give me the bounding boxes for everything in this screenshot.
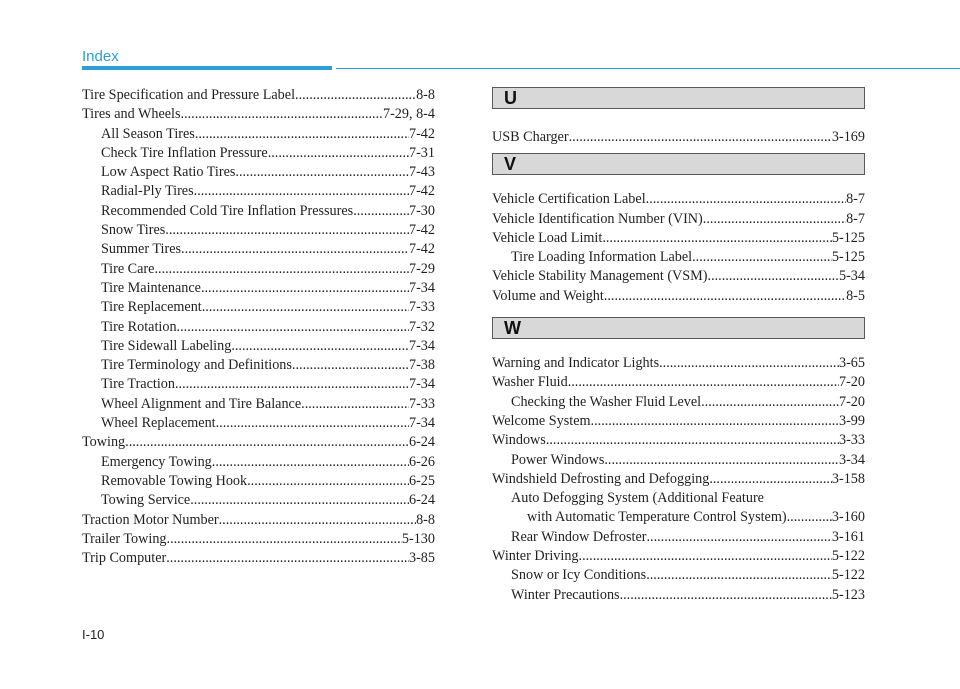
index-subentry[interactable]: Tire Loading Information Label ..... 5-125 <box>492 248 865 267</box>
index-entry[interactable]: Welcome System ..... 3-99 <box>492 412 865 431</box>
index-subentry[interactable]: Tire Terminology and Definitions ..... 7-38 <box>82 356 435 375</box>
index-subentry[interactable]: Emergency Towing ..... 6-26 <box>82 453 435 472</box>
index-subentry[interactable]: Summer Tires ..... 7-42 <box>82 240 435 259</box>
index-subentry[interactable]: Removable Towing Hook ..... 6-25 <box>82 472 435 491</box>
index-subentry[interactable]: Tire Care ..... 7-29 <box>82 260 435 279</box>
index-subentry[interactable]: Wheel Replacement ..... 7-34 <box>82 414 435 433</box>
index-entry[interactable]: Traction Motor Number ..... 8-8 <box>82 511 435 530</box>
page-number: I-10 <box>82 627 105 642</box>
index-subentry[interactable]: Tire Replacement ..... 7-33 <box>82 298 435 317</box>
index-entry[interactable]: Windows ..... 3-33 <box>492 431 865 450</box>
header-rule <box>336 68 960 69</box>
index-subentry[interactable]: Wheel Alignment and Tire Balance ..... 7-33 <box>82 395 435 414</box>
index-entry[interactable]: Tires and Wheels ..... 7-29, 8-4 <box>82 105 435 124</box>
index-entry[interactable]: USB Charger ..... 3-169 <box>492 128 865 147</box>
index-entry[interactable]: Trip Computer ..... 3-85 <box>82 549 435 568</box>
index-subentry[interactable]: Power Windows ..... 3-34 <box>492 451 865 470</box>
index-subentry[interactable]: Winter Precautions ..... 5-123 <box>492 586 865 605</box>
left-index-column <box>82 86 435 568</box>
index-subentry[interactable]: Tire Rotation ..... 7-32 <box>82 318 435 337</box>
section-header-u <box>492 87 865 109</box>
index-subentry[interactable]: Check Tire Inflation Pressure ..... 7-31 <box>82 144 435 163</box>
index-entry[interactable]: Volume and Weight ..... 8-5 <box>492 287 865 306</box>
section-header-v <box>492 153 865 175</box>
index-subentry[interactable]: Radial-Ply Tires ..... 7-42 <box>82 182 435 201</box>
index-subentry[interactable]: Tire Maintenance ..... 7-34 <box>82 279 435 298</box>
index-subentry[interactable]: Snow or Icy Conditions ..... 5-122 <box>492 566 865 585</box>
index-subentry[interactable]: Recommended Cold Tire Inflation Pressures ..... 7-30 <box>82 202 435 221</box>
index-entry[interactable]: Vehicle Certification Label ..... 8-7 <box>492 190 865 209</box>
section-letter: U <box>504 88 517 108</box>
index-entry[interactable]: Tire Specification and Pressure Label ..... 8-8 <box>82 86 435 105</box>
index-subentry[interactable]: Low Aspect Ratio Tires ..... 7-43 <box>82 163 435 182</box>
index-entry[interactable]: Trailer Towing ..... 5-130 <box>82 530 435 549</box>
index-entry[interactable]: Vehicle Stability Management (VSM) ..... 5-34 <box>492 267 865 286</box>
index-subentry-wrapped-line[interactable]: Auto Defogging System (Additional Feature <box>511 490 764 507</box>
index-subentry[interactable]: Towing Service ..... 6-24 <box>82 491 435 510</box>
index-title: Index <box>82 48 119 65</box>
index-entry[interactable]: Vehicle Load Limit ..... 5-125 <box>492 229 865 248</box>
section-letter: V <box>504 154 517 175</box>
right-index-column <box>492 87 865 605</box>
index-subentry[interactable]: Snow Tires ..... 7-42 <box>82 221 435 240</box>
index-entry[interactable]: Vehicle Identification Number (VIN) ..... 8-7 <box>492 210 865 229</box>
section-letter: W <box>504 318 521 339</box>
index-entry[interactable]: Warning and Indicator Lights ..... 3-65 <box>492 354 865 373</box>
index-subentry[interactable]: Tire Sidewall Labeling ..... 7-34 <box>82 337 435 356</box>
index-subentry[interactable]: All Season Tires ..... 7-42 <box>82 125 435 144</box>
index-entry[interactable]: Towing ..... 6-24 <box>82 433 435 452</box>
index-entry[interactable]: Windshield Defrosting and Defogging ..... 3-158 <box>492 470 865 489</box>
header-accent-bar <box>82 66 332 70</box>
section-header-w <box>492 317 865 339</box>
index-subentry[interactable]: Rear Window Defroster ..... 3-161 <box>492 528 865 547</box>
index-entry[interactable]: Winter Driving ..... 5-122 <box>492 547 865 566</box>
index-subentry[interactable]: with Automatic Temperature Control System) ..... 3-160 <box>492 508 865 527</box>
index-subentry[interactable]: Tire Traction ..... 7-34 <box>82 375 435 394</box>
index-entry[interactable]: Washer Fluid ..... 7-20 <box>492 373 865 392</box>
index-subentry[interactable]: Checking the Washer Fluid Level ..... 7-20 <box>492 393 865 412</box>
